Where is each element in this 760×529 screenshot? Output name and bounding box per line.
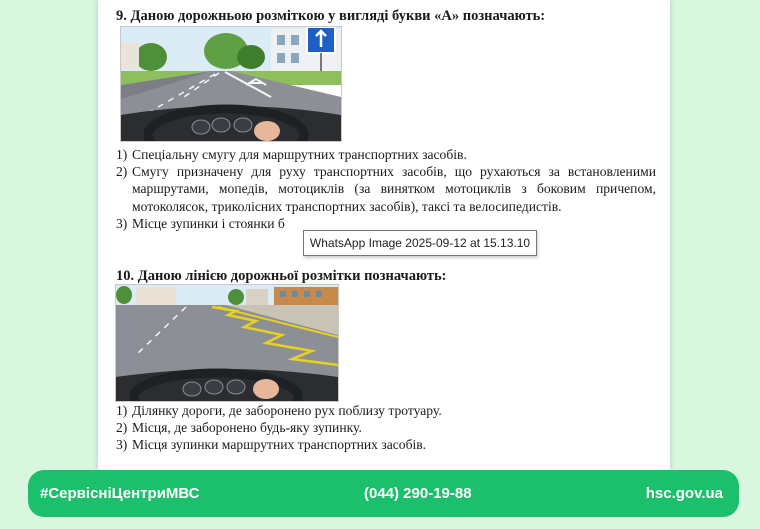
question-10-title: 10. Даною лінією дорожньої розмітки позначають: — [116, 268, 447, 284]
question-9-image — [120, 26, 342, 142]
footer-hashtag[interactable]: #СервісніЦентриМВС — [40, 485, 200, 502]
answer-text: Місця, де заборонено будь-яку зупинку. — [132, 420, 362, 436]
road-scene-bus-lane — [121, 27, 341, 141]
footer-website-link[interactable]: hsc.gov.ua — [645, 485, 723, 502]
answer-option — [116, 146, 656, 163]
answer-option — [116, 419, 656, 436]
answer-option — [116, 436, 656, 453]
answer-number: 1) — [116, 147, 128, 162]
question-9-title: 9. Даною дорожньою розміткою у вигляді букви «А» позначають: — [116, 8, 546, 24]
question-9-answers — [116, 146, 656, 232]
road-scene-zigzag-line — [116, 285, 338, 401]
question-10-answers — [116, 402, 656, 454]
question-10-image — [115, 284, 339, 402]
answer-option — [116, 163, 656, 215]
answer-number: 3) — [116, 215, 128, 231]
answer-number: 3) — [116, 437, 128, 453]
answer-text: Місце зупинки і стоянки б — [132, 215, 285, 231]
image-tooltip: WhatsApp Image 2025-09-12 at 15.13.10 — [303, 230, 537, 256]
answer-text: Місця зупинки маршрутних транспортних засобів. — [132, 437, 427, 453]
answer-number: 1) — [116, 403, 128, 418]
answer-text: Ділянку дороги, де заборонено рух поблизу тротуару. — [132, 403, 442, 418]
answer-text: Смугу призначену для руху транспортних засобів, що рухаються за встановленими маршрутами, мопедів, мотоциклів (за винятком мотоциклів з боковим причепом, мотоколясок, триколісних транспортних засобів), таксі та велосипедистів. — [132, 164, 656, 214]
footer-phone[interactable]: (044) 290-19-88 — [364, 485, 472, 502]
footer-banner — [28, 470, 739, 517]
answer-number: 2) — [116, 164, 128, 180]
answer-text: Спеціальну смугу для маршрутних транспортних засобів. — [132, 147, 467, 162]
answer-option — [116, 402, 656, 419]
answer-number: 2) — [116, 420, 128, 436]
